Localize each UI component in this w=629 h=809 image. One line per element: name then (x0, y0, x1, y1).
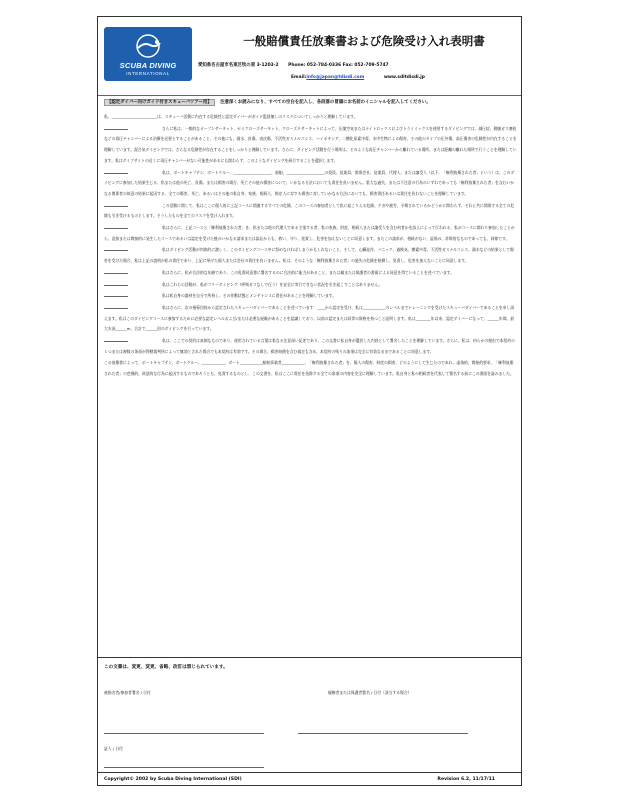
revision-text: Revision 6.2, 11/17/11 (437, 777, 495, 782)
contact-email-line (198, 75, 518, 80)
signature-section (98, 657, 521, 788)
paragraph-1 (104, 112, 517, 123)
logo-text: SCUBA DIVING (119, 61, 177, 70)
paragraph-5 (104, 223, 517, 244)
guardian-signature-label: 親権者または保護者署名 / 日付（該当する場合） (328, 690, 412, 695)
initial-field[interactable] (104, 282, 128, 286)
paragraph-7 (104, 268, 517, 279)
paragraph-text: 私は、ここでの契約は真剣なものであり、使用されている言葉は私なる注意深い記述であり、この文書に私自身が選択した内容として署名したことを理解しています。さらに、私は、何らかの理由で本契約の１つまたは複数の条項が管轄裁判所によって無効とされた場合でも本契約は有効です。その場合、損害賠償を含む規定も含め、本契約の残りの条項は完全に有効なままであることに同意します。 (104, 338, 515, 354)
website-text[interactable]: www.sditdisdi.jp (383, 75, 425, 80)
paragraph-text: 私、________________________は、スキューバ活動に内在する危険性と認定ダイバーがガイド監督無しのリスクについてしっかりと理解しています。 (104, 114, 358, 119)
address-text: 愛知県名古屋市名東区牧の原 3-1203-2 (198, 63, 279, 68)
paragraph-text: 私はこれらの活動が、私がフリーダイビング（呼吸ガスなしで行う）を安全に実行できない状況を引き起こすことはありません。 (162, 281, 383, 287)
initial-field[interactable] (104, 305, 128, 309)
initial-field[interactable] (104, 225, 128, 229)
document-title: 一般賠償責任放棄書および危険受け入れ表明書 (243, 34, 485, 48)
footer-divider (98, 772, 521, 773)
paragraph-12 (104, 358, 517, 379)
paragraph-text: 私はさらに、次の指導団体から認定されたスキューバダイバーであることを述べています：____から認定を受け、私は____________のレベルまでトレーニングを受けたスキューバダイバーであることを申し添えます。私はこのダイビングコースに参加するために必要な認定レベルおよび/または必要な経験があることを認識しており、以前の認定または同等の資格を持つこと証明します。私は________年以来、認定ダイバーになって、______年間、最大水深______m、合計で______回のダイビングを行っています。 (104, 304, 515, 332)
paragraph-2 (104, 124, 517, 167)
paragraph-text: 私はさらに、私が合法的な年齢であり、この免責同意書に署名するのに合法的に能力があること、または親または保護者の書面による同意を得ていることを述べています。 (162, 269, 455, 275)
paragraph-text: 私はさらに、上記コースと「権利放棄された者」を、私または他の代理人である主張する者、私の家族、財産、相続人または譲受人を含む何者かを訴えによって行われる、私がコースに関わり参加したことから、直接または間接的に発生したコースであるいは認定を受けた後のいかなる請求または訴訟からも、救い、守り、免責し、危害を加えないことに同意します。またこの請求が、相続がない、虚偽の、詐欺的なものであっても、同様です。 (104, 225, 515, 241)
paragraph-3 (104, 168, 517, 200)
document-header (98, 17, 521, 96)
contact-address (198, 62, 518, 68)
witness-label: 証人 / 日付 (104, 746, 123, 751)
witness-signature-line[interactable] (104, 766, 264, 768)
paragraph-10 (104, 303, 517, 335)
paragraph-6 (104, 245, 517, 266)
copyright-text: Copyright© 2002 by Scuba Diving International (SDI) (104, 777, 242, 782)
email-label: Email: (291, 75, 307, 80)
paragraph-8 (104, 280, 517, 291)
paragraph-4 (104, 201, 517, 222)
paragraph-text: 私は私自身の器材を自分で所持し、その作動状態とメンテナンスに責任があることを理解しています。 (162, 293, 337, 299)
waiver-document (97, 16, 522, 786)
diver-icon (132, 33, 164, 59)
initial-field[interactable] (104, 126, 128, 130)
phone-text: Phone: 052-784-0336 Fax: 052-709-5747 (288, 63, 389, 68)
paragraph-text: 私はダイビング活動が肉体的に激しく、このダイビングコース中に努めなければしまうかもしれないこと、そして、心臓発作、パニック、過換気、酸素中毒、不活性ガスナルコシス、溺水などの結果として傷害を受けた場合、私は上記の説明が私の責任であり、上記に挙げた個人または会社の責任を負いません。私は、そのような「権利放棄された者」の過失の危険を賠償し、免責し、危害を加えないことに同意します。 (104, 247, 514, 264)
initial-field[interactable] (104, 338, 128, 342)
document-body (104, 99, 517, 381)
paragraph-text: この放棄書によって、ボートキャプテン、ボートクルー、____________、ボート____________船舶事業者____________、「権利放棄された者」を、個人の傷害、財産の損害、どのようにして生じたのであれ、虚偽的、間接的要求、「権利放棄された者」の怠慢的、故意的な行為に起因するものであろうとも、免責するものとし、この文書を、私はここに責任を免除する全ての条項の内容を完全に理解しています。私自身と私の相続者を代表して署名する前にこの書面を読みました。 (104, 360, 514, 377)
participant-signature-line[interactable] (104, 732, 264, 734)
email-link[interactable]: info@japan@tdisdi.com (306, 75, 365, 80)
paragraph-11 (104, 336, 517, 357)
instruction-tag: 【認定ダイバー向けガイド付きスキューバツアー用】 (104, 99, 215, 106)
instruction-line (104, 99, 517, 105)
initial-field[interactable] (104, 170, 128, 174)
paragraph-9 (104, 291, 517, 302)
participant-signature-label: 被指名者/参加者署名 / 日付 (104, 690, 151, 695)
sdi-logo (104, 27, 192, 81)
initial-field[interactable] (104, 203, 128, 207)
no-alteration-notice: この文書は、変更、変更、省略、改訂は禁じられています。 (104, 665, 228, 670)
paragraph-text: この活動に関して、私はここに個人的に上記コースに関連するすべての危険、このコースの参加者として私に起こりえる危険、ケガや疲労、予期されているかどうかに関わらず、それと共に関係する全ての危険も引き受けるものとします。そうしたものを全てのリスクを受け入れます。 (104, 202, 515, 219)
initial-field[interactable] (104, 247, 128, 251)
paragraph-text: さらに私は、一般的なオープンサーキット、セミクローズサーキット、クローズドサーキットによって、圧縮空気またはナイトロックスおよびトライミックスを使用するダイビングでは、減圧症、動脈ガス塞栓などの再圧チャンバーによる治療を必要とすることがあること、その他にも、溺水、負傷、表皮傷、不活性ガスナルコシス、ハイポキシア、二酸化炭素中毒、水中生物による傷害、その他のタイプの圧外傷、高圧傷害の危険性が内在することを理解しています。混合気ダイビングでは、さらなる危険性が存在することをしっかりと理解しています。さらに、ダイビング活動を行う場所は、そのような再圧チャンバーから離れている場所、または距離の離れた場所で行うことを理解しています。私はダイブサイトの近くに再圧チャンバーがない可能性があるにも関わらず、このようなダイビングを続行することを選択します。 (104, 125, 517, 163)
initial-field[interactable] (104, 270, 128, 274)
paragraph-text: 私は、ボートキャプテン、ボートクルー、____________________、船舶、____________________の役員、従業員、関係会社、従業員、代理人、または譲受人（以下、「権利放棄された者」という）は、このダイビングに参加した結果生じる、私または他の死亡、負傷、または損害の場合、死亡その他の損害について、いかなる方法においても責任を負いません。重大な過失、または不注意の行為のいずれであっても「権利放棄された者」を含むいかなる関係者の故意の結果に起因する、全ての傷害、死亡、あるいはその他の私自身、家族、相続人、指定人に対する損害に対していかなる方法においても、損害責任あるいは責任を負わないことを理解しています。 (104, 169, 515, 196)
instruction-text: 注意深くお読みになり、すべての空白を記入し、各段落の冒頭にお名前のイニシャルを記入してください。 (220, 100, 431, 105)
guardian-signature-line[interactable] (298, 732, 468, 734)
logo-subtext: INTERNATIONAL (126, 71, 170, 76)
initial-field[interactable] (104, 293, 128, 297)
